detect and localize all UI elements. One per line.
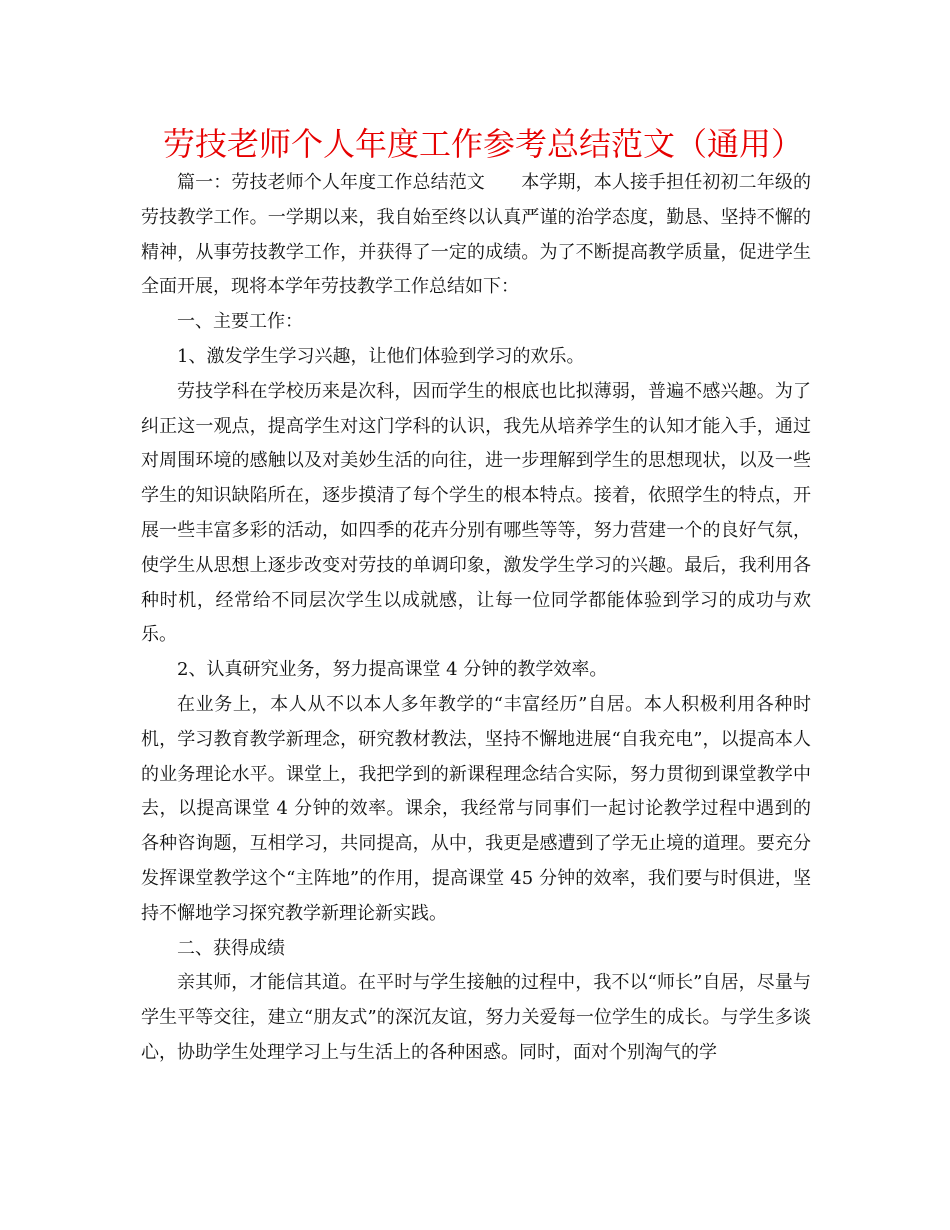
paragraph-achievements: 亲其师，才能信其道。在平时与学生接触的过程中，我不以“师长”自居，尽量与学生平等交往，建立“朋友式”的深沉友谊，努力关爱每一位学生的成长。与学生多谈心，协助学生处理学习上与生活上的各种困惑。同时，面对个别淘气的学 [141, 972, 811, 1063]
document-page [141, 122, 811, 1071]
document-title: 劳技老师个人年度工作参考总结范文（通用） [163, 125, 804, 163]
subheading-interest: 1、激发学生学习兴趣，让他们体验到学习的欢乐。 [177, 345, 585, 367]
paragraph-efficiency: 在业务上，本人从不以本人多年教学的“丰富经历”自居。本人积极利用各种时机，学习教育教学新理念，研究教材教法，坚持不懈地进展“自我充电”，以提高本人的业务理论水平。课堂上，我把学到的新课程理念结合实际，努力贯彻到课堂教学中去，以提高课堂 4 分钟的效率。课余，我经常与同事们一起讨论教学过程中遇到的各种咨询题，互相学习，共同提高，从中，我更是感遭到了学无止境的道理。要充分发挥课堂教学这个“主阵地”的作用，提高课堂 45 分钟的效率，我们要与时俱进，坚持不懈地学习探究教学新理论新实践。 [141, 693, 811, 924]
paragraph-interest: 劳技学科在学校历来是次科，因而学生的根底也比拟薄弱，普遍不感兴趣。为了纠正这一观点，提高学生对这门学科的认识，我先从培养学生的认知才能入手，通过对周围环境的感触以及对美妙生活的向往，进一步理解到学生的思想现状，以及一些学生的知识缺陷所在，逐步摸清了每个学生的根本特点。接着，依照学生的特点，开展一些丰富多彩的活动，如四季的花卉分别有哪些等等，努力营建一个的良好气氛，使学生从思想上逐步改变对劳技的单调印象，激发学生学习的兴趣。最后，我利用各种时机，经常给不同层次学生以成就感，让每一位同学都能体验到学习的成功与欢乐。 [141, 380, 811, 646]
heading-main-work: 一、主要工作： [177, 311, 303, 333]
heading-achievements: 二、获得成绩 [177, 937, 285, 959]
document-body [141, 166, 811, 1071]
paragraph-intro: 篇一：劳技老师个人年度工作总结范文 本学期，本人接手担任初初二年级的劳技教学工作。一学期以来，我自始至终以认真严谨的治学态度，勤恳、坚持不懈的精神，从事劳技教学工作，并获得了一定的成绩。为了不断提高教学质量，促进学生全面开展，现将本学年劳技教学工作总结如下： [141, 172, 811, 298]
subheading-efficiency: 2、认真研究业务，努力提高课堂 4 分钟的教学效率。 [177, 659, 608, 681]
